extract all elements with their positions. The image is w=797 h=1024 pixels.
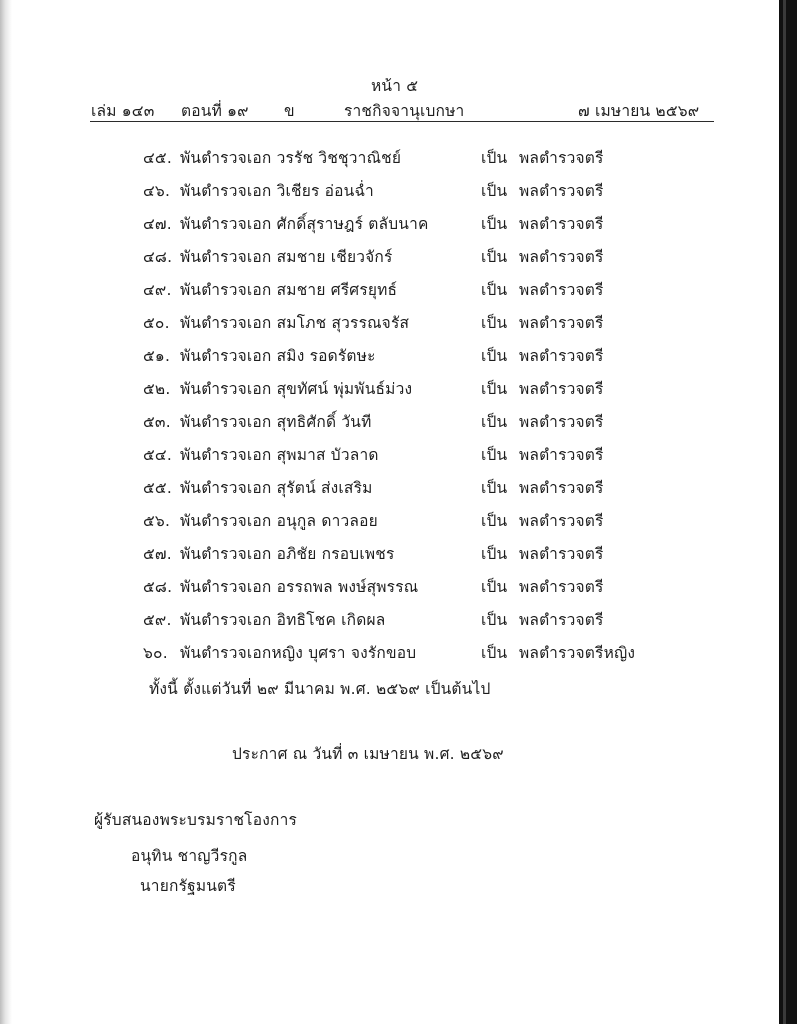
entry-number: ๔๙. [143,281,172,299]
entry-name: พันตำรวจเอก ศักดิ์สุราษฎร์ ตลับนาค [180,215,429,233]
page-number: หน้า ๕ [371,77,419,95]
entry-rank: พลตำรวจตรี [519,314,604,332]
entry-name: พันตำรวจเอก สมิง รอดรัตษะ [180,347,376,365]
issue-date: ๗ เมษายน ๒๕๖๙ [578,102,700,120]
entry-number: ๕๑. [143,347,171,365]
entry-number: ๔๘. [143,248,173,266]
entry-number: ๕๓. [143,413,171,431]
entry-name: พันตำรวจเอก สมโภช สุวรรณจรัส [180,314,410,332]
entry-name: พันตำรวจเอก อภิชัย กรอบเพชร [180,545,395,563]
entry-rank: พลตำรวจตรี [519,248,604,266]
section-label: ข [284,102,295,120]
entry-number: ๕๘. [143,578,173,596]
entry-number: ๕๖. [143,512,171,530]
page-edge-shadow [0,0,12,1024]
effective-date-line: ทั้งนี้ ตั้งแต่วันที่ ๒๙ มีนาคม พ.ศ. ๒๕๖๙ เป็นต้นไป [149,680,491,698]
entry-number: ๔๗. [143,215,172,233]
entry-rank: พลตำรวจตรี [519,578,604,596]
entry-verb: เป็น [481,182,508,200]
volume-label: เล่ม ๑๔๓ [91,102,155,120]
entry-rank: พลตำรวจตรี [519,380,604,398]
entry-verb: เป็น [481,446,508,464]
entry-number: ๕๗. [143,545,172,563]
entry-name: พันตำรวจเอก วิเชียร อ่อนฉ่ำ [180,182,374,200]
entry-verb: เป็น [481,281,508,299]
entry-verb: เป็น [481,380,508,398]
entry-verb: เป็น [481,314,508,332]
entry-verb: เป็น [481,644,508,662]
entry-verb: เป็น [481,248,508,266]
entry-rank: พลตำรวจตรี [519,611,604,629]
entry-verb: เป็น [481,347,508,365]
entry-rank: พลตำรวจตรีหญิง [519,644,636,662]
royal-command-countersign: ผู้รับสนองพระบรมราชโองการ [94,811,297,829]
entry-number: ๕๔. [143,446,172,464]
entry-name: พันตำรวจเอก สุรัตน์ ส่งเสริม [180,479,373,497]
entry-number: ๔๖. [143,182,171,200]
entry-number: ๕๙. [143,611,172,629]
entry-number: ๕๕. [143,479,172,497]
right-edge-bar [779,0,797,1024]
part-label: ตอนที่ ๑๙ [181,102,249,120]
entry-number: ๖๐. [143,644,168,662]
header-rule [90,121,714,122]
entry-rank: พลตำรวจตรี [519,182,604,200]
entry-verb: เป็น [481,479,508,497]
entry-rank: พลตำรวจตรี [519,347,604,365]
entry-name: พันตำรวจเอก อิทธิโชค เกิดผล [180,611,386,629]
entry-number: ๕๒. [143,380,171,398]
entry-rank: พลตำรวจตรี [519,215,604,233]
entry-name: พันตำรวจเอก สมชาย เชียวจักร์ [180,248,393,266]
entry-number: ๔๕. [143,149,172,167]
announcement-date-line: ประกาศ ณ วันที่ ๓ เมษายน พ.ศ. ๒๕๖๙ [232,745,504,763]
signatory-title: นายกรัฐมนตรี [140,877,236,895]
gazette-title: ราชกิจจานุเบกษา [344,102,465,120]
entry-name: พันตำรวจเอก อนุกูล ดาวลอย [180,512,378,530]
entry-name: พันตำรวจเอก สมชาย ศรีศรยุทธ์ [180,281,398,299]
entry-verb: เป็น [481,545,508,563]
entry-name: พันตำรวจเอก สุทธิศักดิ์ วันที [180,413,372,431]
entry-name: พันตำรวจเอก อรรถพล พงษ์สุพรรณ [180,578,419,596]
entry-verb: เป็น [481,149,508,167]
entry-name: พันตำรวจเอก วรรัช วิชชุวาณิชย์ [180,149,402,167]
entry-rank: พลตำรวจตรี [519,545,604,563]
entry-rank: พลตำรวจตรี [519,413,604,431]
entry-rank: พลตำรวจตรี [519,479,604,497]
entry-rank: พลตำรวจตรี [519,446,604,464]
entry-verb: เป็น [481,413,508,431]
entry-rank: พลตำรวจตรี [519,281,604,299]
entry-name: พันตำรวจเอก สุขทัศน์ พุ่มพันธ์ม่วง [180,380,413,398]
right-edge-strip [783,0,786,1024]
entry-rank: พลตำรวจตรี [519,512,604,530]
entry-number: ๕๐. [143,314,170,332]
entry-verb: เป็น [481,611,508,629]
entry-verb: เป็น [481,512,508,530]
entry-name: พันตำรวจเอก สุพมาส บัวลาด [180,446,379,464]
signatory-name: อนุทิน ชาญวีรกูล [131,847,248,865]
entry-verb: เป็น [481,215,508,233]
entry-rank: พลตำรวจตรี [519,149,604,167]
entry-name: พันตำรวจเอกหญิง บุศรา จงรักขอบ [180,644,417,662]
entry-verb: เป็น [481,578,508,596]
